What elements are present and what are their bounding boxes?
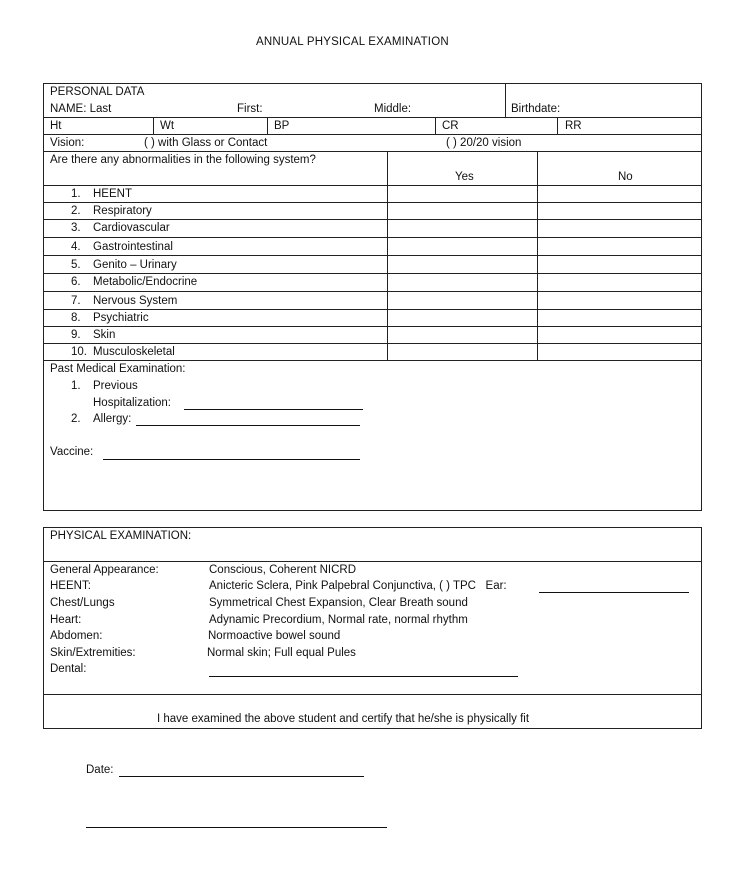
- system-item-label: Psychiatric: [93, 312, 149, 324]
- system-item-label: Metabolic/Endocrine: [93, 276, 198, 288]
- system-item-num: 10.: [71, 346, 87, 358]
- exam-label: Abdomen:: [50, 630, 103, 642]
- system-item-num: 5.: [71, 259, 81, 271]
- allergy-item-num: 2.: [71, 413, 81, 425]
- exam-value: Conscious, Coherent NICRD: [209, 564, 357, 576]
- hospitalization-label: Hospitalization:: [93, 397, 171, 409]
- cr-label: CR: [442, 120, 459, 132]
- system-item-label: Cardiovascular: [93, 222, 170, 234]
- allergy-label: Allergy:: [93, 413, 132, 425]
- height-label: Ht: [50, 120, 62, 132]
- system-item-num: 3.: [71, 222, 81, 234]
- vision-glass-option[interactable]: ( ) with Glass or Contact: [144, 137, 268, 149]
- exam-label: HEENT:: [50, 580, 91, 592]
- date-field[interactable]: [119, 776, 364, 777]
- middle-name-label: Middle:: [374, 103, 412, 115]
- system-item-label: Respiratory: [93, 205, 152, 217]
- first-name-label: First:: [237, 103, 263, 115]
- previous-item-num: 1.: [71, 380, 81, 392]
- system-item-label: Genito – Urinary: [93, 259, 177, 271]
- personal-data-header: PERSONAL DATA: [50, 86, 145, 98]
- hospitalization-field[interactable]: [184, 409, 363, 410]
- system-item-num: 4.: [71, 241, 81, 253]
- exam-label: General Appearance:: [50, 564, 159, 576]
- exam-value: Anicteric Sclera, Pink Palpebral Conjunctiva, ( ) TPC Ear:: [209, 580, 507, 592]
- exam-label: Chest/Lungs: [50, 597, 115, 609]
- weight-label: Wt: [160, 120, 175, 132]
- vaccine-field[interactable]: [103, 459, 360, 460]
- rr-label: RR: [565, 120, 582, 132]
- yes-column-header: Yes: [455, 171, 474, 183]
- system-item-num: 6.: [71, 276, 81, 288]
- ear-field[interactable]: [539, 592, 689, 593]
- system-item-num: 8.: [71, 312, 81, 324]
- signature-line[interactable]: [86, 827, 387, 828]
- allergy-field[interactable]: [136, 425, 360, 426]
- birthdate-label: Birthdate:: [511, 103, 561, 115]
- certification-statement: I have examined the above student and certify that he/she is physically fit: [157, 713, 530, 725]
- system-item-num: 1.: [71, 188, 81, 200]
- exam-value: Adynamic Precordium, Normal rate, normal rhythm: [209, 614, 468, 626]
- system-item-num: 9.: [71, 329, 81, 341]
- name-last-label: NAME: Last: [50, 103, 112, 115]
- system-item-label: Musculoskeletal: [93, 346, 175, 358]
- date-label: Date:: [86, 764, 114, 776]
- past-medical-header: Past Medical Examination:: [50, 363, 186, 375]
- exam-value: Symmetrical Chest Expansion, Clear Breath sound: [209, 597, 468, 609]
- exam-label: Dental:: [50, 663, 87, 675]
- abnormalities-question: Are there any abnormalities in the following system?: [50, 154, 316, 166]
- dental-field[interactable]: [209, 676, 518, 677]
- form-title: ANNUAL PHYSICAL EXAMINATION: [256, 36, 449, 48]
- exam-label: Heart:: [50, 614, 82, 626]
- system-item-label: Nervous System: [93, 295, 178, 307]
- vaccine-label: Vaccine:: [50, 446, 94, 458]
- vision-2020-option[interactable]: ( ) 20/20 vision: [446, 137, 522, 149]
- system-item-label: Skin: [93, 329, 116, 341]
- physical-exam-header: PHYSICAL EXAMINATION:: [50, 530, 192, 542]
- vision-label: Vision:: [50, 137, 85, 149]
- system-item-label: Gastrointestinal: [93, 241, 173, 253]
- blood-pressure-label: BP: [274, 120, 290, 132]
- previous-label: Previous: [93, 380, 138, 392]
- exam-label: Skin/Extremities:: [50, 647, 136, 659]
- system-item-num: 2.: [71, 205, 81, 217]
- no-column-header: No: [618, 171, 633, 183]
- system-item-label: HEENT: [93, 188, 132, 200]
- system-item-num: 7.: [71, 295, 81, 307]
- exam-value: Normoactive bowel sound: [208, 630, 341, 642]
- exam-value: Normal skin; Full equal Pules: [207, 647, 356, 659]
